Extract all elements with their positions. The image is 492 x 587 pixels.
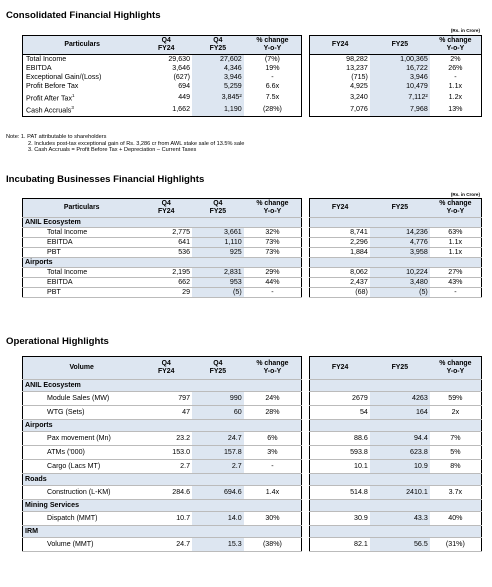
incubating-cell-label: Total Income [23, 228, 141, 238]
incubating-section-cell-fy25 [370, 258, 430, 268]
incubating-cell-q4fy24: 2,195 [140, 268, 192, 278]
operational-cell-q4fy24: 23.2 [140, 432, 192, 446]
operational-cell-fy25: 94.4 [370, 432, 430, 446]
consolidated-cell-label: Total Income [23, 55, 141, 65]
consolidated-header-fy24: FY24 [310, 36, 370, 55]
incubating-section-cell-fy24 [310, 218, 370, 228]
incubating-cell-chg1: 73% [244, 248, 302, 258]
operational-cell-label: Cargo (Lacs MT) [23, 460, 141, 474]
operational-cell-chg1: 6% [244, 432, 302, 446]
operational-cell-fy24: 82.1 [310, 538, 370, 552]
operational-section-row [23, 474, 482, 486]
consolidated-cell-q4fy24: 1,662 [140, 103, 192, 116]
operational-cell-chg2: (31%) [430, 538, 482, 552]
operational-section-row [23, 380, 482, 392]
operational-row [23, 486, 482, 500]
operational-section-name: ANIL Ecosystem [23, 380, 141, 392]
operational-cell-chg2: 5% [430, 446, 482, 460]
incubating-header-q4fy25: Q4 FY25 [192, 199, 244, 218]
operational-cell-fy25: 4263 [370, 392, 430, 406]
operational-cell-q4fy25: 15.3 [192, 538, 244, 552]
operational-section-cell-fy24 [310, 500, 370, 512]
operational-cell-label: ATMs ('000) [23, 446, 141, 460]
operational-cell-chg2: 7% [430, 432, 482, 446]
operational-row [23, 460, 482, 474]
operational-cell-fy25: 56.5 [370, 538, 430, 552]
operational-section-cell-chg2 [430, 420, 482, 432]
operational-cell-label: WTG (Sets) [23, 406, 141, 420]
operational-cell-chg1: (38%) [244, 538, 302, 552]
incubating-cell-chg2: 27% [430, 268, 482, 278]
operational-section-row [23, 526, 482, 538]
operational-cell-chg2: 8% [430, 460, 482, 474]
incubating-row [23, 238, 482, 248]
operational-section-name: Airports [23, 420, 141, 432]
operational-section-cell-q4fy24 [140, 380, 192, 392]
operational-section-cell-q4fy25 [192, 380, 244, 392]
consolidated-cell-chg2: 26% [430, 64, 482, 73]
operational-section-cell-fy25 [370, 420, 430, 432]
operational-header-q4fy24: Q4 FY24 [140, 357, 192, 380]
incubating-cell-chg1: - [244, 288, 302, 298]
consolidated-cell-label: Cash Accruals$^3$ [23, 103, 141, 116]
incubating-cell-q4fy25: 3,661 [192, 228, 244, 238]
consolidated-cell-q4fy24: 3,646 [172, 64, 191, 72]
incubating-section-cell-q4fy24 [140, 258, 192, 268]
operational-cell-fy25: 2410.1 [370, 486, 430, 500]
operational-cell-label: Volume (MMT) [23, 538, 141, 552]
operational-cell-label: Module Sales (MW) [23, 392, 141, 406]
incubating-cell-fy25: 4,776 [370, 238, 430, 248]
incubating-unit: (Rs. in Crore) [450, 192, 480, 197]
incubating-cell-q4fy25: 925 [192, 248, 244, 258]
consolidated-cell-chg2: 1.2x [430, 91, 482, 103]
incubating-section-cell-q4fy24 [140, 218, 192, 228]
consolidated-cell-q4fy25: 1,190 [192, 103, 244, 116]
operational-cell-q4fy25: 14.0 [192, 512, 244, 526]
operational-table [22, 356, 482, 552]
operational-section-name: IRM [23, 526, 141, 538]
incubating-section-cell-chg1 [244, 258, 302, 268]
consolidated-cell-fy25: 1,00,365 [370, 55, 430, 65]
consolidated-header-row [23, 36, 482, 55]
operational-cell-q4fy24: 153.0 [140, 446, 192, 460]
operational-cell-fy24: 2679 [310, 392, 370, 406]
incubating-title: Incubating Businesses Financial Highlights [6, 174, 205, 185]
consolidated-title: Consolidated Financial Highlights [6, 10, 161, 21]
operational-cell-q4fy25: 157.8 [192, 446, 244, 460]
consolidated-cell-fy24: 3,240 [310, 91, 370, 103]
consolidated-header-chg1: % change Y-o-Y [244, 36, 302, 55]
incubating-cell-label: PBT [23, 248, 141, 258]
incubating-cell-label: EBITDA [23, 238, 141, 248]
consolidated-row [23, 103, 482, 116]
incubating-section-cell-fy25 [370, 218, 430, 228]
consolidated-cell-label: Profit After Tax$^1$ [23, 91, 141, 103]
consolidated-row [23, 55, 482, 65]
operational-cell-label: Dispatch (MMT) [23, 512, 141, 526]
incubating-cell-chg1: 32% [244, 228, 302, 238]
incubating-cell-fy25: 3,958 [370, 248, 430, 258]
consolidated-cell-gap [302, 82, 310, 91]
operational-row [23, 512, 482, 526]
incubating-cell-chg1: 73% [244, 238, 302, 248]
incubating-section-name: ANIL Ecosystem [23, 218, 141, 228]
consolidated-header-gap [302, 36, 310, 55]
consolidated-cell-chg2: 1.1x [430, 82, 482, 91]
operational-cell-chg1: 24% [244, 392, 302, 406]
consolidated-cell-fy25: 7,112² [370, 91, 430, 103]
operational-section-cell-chg2 [430, 474, 482, 486]
incubating-cell-gap [302, 248, 310, 258]
operational-header-chg2: % change Y-o-Y [430, 357, 482, 380]
operational-row [23, 432, 482, 446]
incubating-cell-gap [302, 228, 310, 238]
operational-header-fy25: FY25 [370, 357, 430, 380]
consolidated-cell-q4fy24: 694 [178, 82, 191, 90]
consolidated-cell-label: EBITDA [23, 64, 141, 73]
consolidated-cell-fy24: (715) [310, 73, 370, 82]
incubating-header-fy25: FY25 [370, 199, 430, 218]
consolidated-cell-q4fy24: 29,630 [168, 55, 191, 63]
incubating-header-chg1: % change Y-o-Y [244, 199, 302, 218]
incubating-cell-chg1: 29% [244, 268, 302, 278]
consolidated-cell-q4fy25: 3,845² [192, 91, 244, 103]
operational-cell-chg2: 59% [430, 392, 482, 406]
operational-section-cell-chg1 [244, 500, 302, 512]
operational-cell-fy24: 593.8 [310, 446, 370, 460]
consolidated-cell-chg1: - [244, 73, 302, 82]
operational-section-row [23, 500, 482, 512]
incubating-section-cell-gap [302, 218, 310, 228]
consolidated-cell-fy25: 16,722 [370, 64, 430, 73]
operational-cell-q4fy25: 24.7 [192, 432, 244, 446]
incubating-cell-q4fy24: 662 [140, 278, 192, 288]
incubating-table [22, 198, 482, 298]
note-2: 2. Includes post-tax exceptional gain of Rs. 3,286 cr from AWL stake sale of 13.5% sale [28, 140, 245, 147]
incubating-row [23, 248, 482, 258]
operational-section-cell-fy25 [370, 500, 430, 512]
operational-header-particulars: Volume [23, 357, 141, 380]
consolidated-cell-q4fy24: (627) [173, 73, 191, 81]
operational-row [23, 538, 482, 552]
operational-row [23, 392, 482, 406]
incubating-cell-fy25: 10,224 [370, 268, 430, 278]
incubating-cell-label: PBT [23, 288, 141, 298]
incubating-cell-fy25: (5) [370, 288, 430, 298]
operational-section-cell-q4fy25 [192, 420, 244, 432]
incubating-row [23, 228, 482, 238]
operational-cell-q4fy24: 47 [140, 406, 192, 420]
operational-section-cell-chg2 [430, 500, 482, 512]
operational-cell-chg2: 2x [430, 406, 482, 420]
operational-cell-q4fy24: 797 [140, 392, 192, 406]
operational-section-name: Mining Services [23, 500, 141, 512]
operational-section-cell-fy24 [310, 380, 370, 392]
consolidated-cell-chg1: (28%) [244, 103, 302, 116]
operational-cell-gap [302, 392, 310, 406]
operational-cell-q4fy24: 24.7 [140, 538, 192, 552]
consolidated-table [22, 35, 482, 117]
consolidated-row [23, 73, 482, 82]
consolidated-row [23, 64, 482, 73]
operational-cell-chg1: 30% [244, 512, 302, 526]
operational-section-cell-fy25 [370, 474, 430, 486]
operational-section-name: Roads [23, 474, 141, 486]
consolidated-cell-q4fy25: 5,259 [192, 82, 244, 91]
consolidated-cell-fy24: 7,076 [310, 103, 370, 116]
operational-row [23, 446, 482, 460]
operational-cell-fy25: 43.3 [370, 512, 430, 526]
operational-section-cell-gap [302, 380, 310, 392]
operational-section-cell-q4fy24 [140, 420, 192, 432]
operational-cell-q4fy25: 990 [192, 392, 244, 406]
incubating-cell-fy25: 3,480 [370, 278, 430, 288]
incubating-cell-q4fy24: 2,775 [140, 228, 192, 238]
consolidated-header-q4fy24: Q4 FY24 [140, 36, 192, 55]
operational-section-cell-gap [302, 500, 310, 512]
operational-cell-gap [302, 486, 310, 500]
consolidated-cell-q4fy24: 449 [178, 92, 191, 101]
consolidated-unit: (Rs. in Crore) [450, 28, 480, 33]
incubating-cell-q4fy24: 536 [140, 248, 192, 258]
incubating-section-name: Airports [23, 258, 141, 268]
operational-section-cell-fy25 [370, 526, 430, 538]
operational-cell-gap [302, 512, 310, 526]
note-3: 3. Cash Accruals = Profit Before Tax + Depreciation – Current Taxes [28, 147, 197, 154]
operational-cell-gap [302, 460, 310, 474]
incubating-section-cell-gap [302, 258, 310, 268]
incubating-section-cell-fy24 [310, 258, 370, 268]
operational-cell-fy25: 164 [370, 406, 430, 420]
consolidated-header-particulars: Particulars [23, 36, 141, 55]
incubating-cell-gap [302, 278, 310, 288]
incubating-header-row [23, 199, 482, 218]
operational-section-cell-chg1 [244, 474, 302, 486]
consolidated-cell-fy24: 98,282 [310, 55, 370, 65]
consolidated-cell-fy25: 10,479 [370, 82, 430, 91]
operational-cell-gap [302, 406, 310, 420]
incubating-cell-chg2: 1.1x [430, 248, 482, 258]
operational-section-cell-q4fy24 [140, 474, 192, 486]
operational-cell-q4fy25: 60 [192, 406, 244, 420]
consolidated-notes [6, 134, 244, 154]
incubating-cell-fy24: 2,296 [310, 238, 370, 248]
incubating-cell-q4fy25: (5) [192, 288, 244, 298]
incubating-cell-fy24: 2,437 [310, 278, 370, 288]
incubating-cell-label: EBITDA [23, 278, 141, 288]
incubating-cell-fy24: 8,741 [310, 228, 370, 238]
consolidated-cell-fy24: 13,237 [310, 64, 370, 73]
operational-cell-label: Construction (L-KM) [23, 486, 141, 500]
incubating-section-cell-q4fy25 [192, 258, 244, 268]
consolidated-row [23, 91, 482, 103]
consolidated-cell-chg1: 19% [244, 64, 302, 73]
consolidated-cell-fy25: 7,968 [370, 103, 430, 116]
operational-section-cell-gap [302, 474, 310, 486]
operational-cell-gap [302, 432, 310, 446]
operational-cell-label: Pax movement (Mn) [23, 432, 141, 446]
consolidated-cell-q4fy25: 3,946 [192, 73, 244, 82]
operational-cell-chg1: - [244, 460, 302, 474]
consolidated-cell-gap [302, 91, 310, 103]
consolidated-cell-label: Exceptional Gain/(Loss) [23, 73, 141, 82]
operational-section-cell-chg1 [244, 526, 302, 538]
operational-cell-gap [302, 446, 310, 460]
operational-cell-gap [302, 538, 310, 552]
operational-section-cell-chg1 [244, 380, 302, 392]
consolidated-header-q4fy25: Q4 FY25 [192, 36, 244, 55]
operational-section-cell-chg1 [244, 420, 302, 432]
incubating-section-cell-q4fy25 [192, 218, 244, 228]
operational-title: Operational Highlights [6, 336, 109, 347]
operational-cell-fy24: 30.9 [310, 512, 370, 526]
incubating-section-cell-chg2 [430, 218, 482, 228]
incubating-cell-chg2: 1.1x [430, 238, 482, 248]
footnote-marker: 3 [71, 105, 74, 111]
operational-section-cell-gap [302, 420, 310, 432]
note-1: Note: 1. PAT attributable to shareholders [6, 134, 107, 140]
operational-section-cell-q4fy25 [192, 474, 244, 486]
incubating-cell-chg1: 44% [244, 278, 302, 288]
consolidated-cell-label: Profit Before Tax [23, 82, 141, 91]
incubating-cell-chg2: 63% [430, 228, 482, 238]
incubating-cell-chg2: - [430, 288, 482, 298]
operational-section-row [23, 420, 482, 432]
operational-cell-fy25: 10.9 [370, 460, 430, 474]
incubating-cell-fy24: (68) [310, 288, 370, 298]
incubating-cell-fy25: 14,236 [370, 228, 430, 238]
incubating-cell-chg2: 43% [430, 278, 482, 288]
consolidated-cell-fy24: 4,925 [310, 82, 370, 91]
operational-cell-q4fy24: 284.6 [140, 486, 192, 500]
incubating-header-particulars: Particulars [23, 199, 141, 218]
consolidated-cell-chg1: (7%) [244, 55, 302, 65]
consolidated-cell-fy25: 3,946 [370, 73, 430, 82]
incubating-row [23, 278, 482, 288]
consolidated-cell-chg1: 6.6x [244, 82, 302, 91]
operational-section-cell-fy24 [310, 474, 370, 486]
operational-header-chg1: % change Y-o-Y [244, 357, 302, 380]
operational-row [23, 406, 482, 420]
operational-section-cell-fy24 [310, 420, 370, 432]
operational-header-row [23, 357, 482, 380]
footnote-marker: 1 [72, 93, 75, 98]
consolidated-cell-gap [302, 55, 310, 65]
incubating-cell-q4fy24: 641 [140, 238, 192, 248]
operational-cell-chg1: 28% [244, 406, 302, 420]
operational-cell-chg1: 1.4x [244, 486, 302, 500]
incubating-row [23, 268, 482, 278]
incubating-header-q4fy24: Q4 FY24 [140, 199, 192, 218]
operational-cell-fy24: 514.8 [310, 486, 370, 500]
operational-cell-q4fy25: 2.7 [192, 460, 244, 474]
operational-section-cell-chg2 [430, 526, 482, 538]
consolidated-header-fy25: FY25 [370, 36, 430, 55]
consolidated-row [23, 82, 482, 91]
consolidated-cell-gap [302, 103, 310, 116]
operational-section-cell-fy25 [370, 380, 430, 392]
operational-cell-chg1: 3% [244, 446, 302, 460]
consolidated-cell-q4fy25: 27,602 [192, 55, 244, 65]
incubating-section-row [23, 258, 482, 268]
operational-cell-fy24: 54 [310, 406, 370, 420]
incubating-section-cell-chg2 [430, 258, 482, 268]
incubating-cell-gap [302, 288, 310, 298]
incubating-cell-gap [302, 268, 310, 278]
operational-cell-chg2: 40% [430, 512, 482, 526]
operational-section-cell-q4fy24 [140, 526, 192, 538]
operational-cell-chg2: 3.7x [430, 486, 482, 500]
operational-cell-q4fy24: 10.7 [140, 512, 192, 526]
operational-section-cell-q4fy25 [192, 526, 244, 538]
incubating-cell-q4fy25: 2,831 [192, 268, 244, 278]
consolidated-cell-chg2: 13% [430, 103, 482, 116]
incubating-header-chg2: % change Y-o-Y [430, 199, 482, 218]
incubating-header-fy24: FY24 [310, 199, 370, 218]
operational-header-q4fy25: Q4 FY25 [192, 357, 244, 380]
incubating-cell-q4fy25: 953 [192, 278, 244, 288]
consolidated-header-chg2: % change Y-o-Y [430, 36, 482, 55]
consolidated-cell-chg1: 7.5x [244, 91, 302, 103]
consolidated-cell-gap [302, 73, 310, 82]
operational-header-fy24: FY24 [310, 357, 370, 380]
operational-header-gap [302, 357, 310, 380]
operational-cell-fy24: 10.1 [310, 460, 370, 474]
incubating-cell-label: Total Income [23, 268, 141, 278]
consolidated-cell-gap [302, 64, 310, 73]
incubating-row [23, 288, 482, 298]
consolidated-cell-chg2: - [430, 73, 482, 82]
operational-section-cell-q4fy25 [192, 500, 244, 512]
operational-cell-fy25: 623.8 [370, 446, 430, 460]
incubating-cell-q4fy24: 29 [140, 288, 192, 298]
operational-section-cell-fy24 [310, 526, 370, 538]
operational-cell-q4fy24: 2.7 [140, 460, 192, 474]
operational-section-cell-q4fy24 [140, 500, 192, 512]
operational-section-cell-chg2 [430, 380, 482, 392]
consolidated-cell-chg2: 2% [430, 55, 482, 65]
incubating-cell-fy24: 8,062 [310, 268, 370, 278]
incubating-cell-fy24: 1,884 [310, 248, 370, 258]
operational-section-cell-gap [302, 526, 310, 538]
incubating-section-cell-chg1 [244, 218, 302, 228]
operational-cell-fy24: 88.6 [310, 432, 370, 446]
incubating-section-row [23, 218, 482, 228]
operational-cell-q4fy25: 694.6 [192, 486, 244, 500]
incubating-cell-gap [302, 238, 310, 248]
incubating-cell-q4fy25: 1,110 [192, 238, 244, 248]
incubating-header-gap [302, 199, 310, 218]
consolidated-cell-q4fy25: 4,346 [192, 64, 244, 73]
